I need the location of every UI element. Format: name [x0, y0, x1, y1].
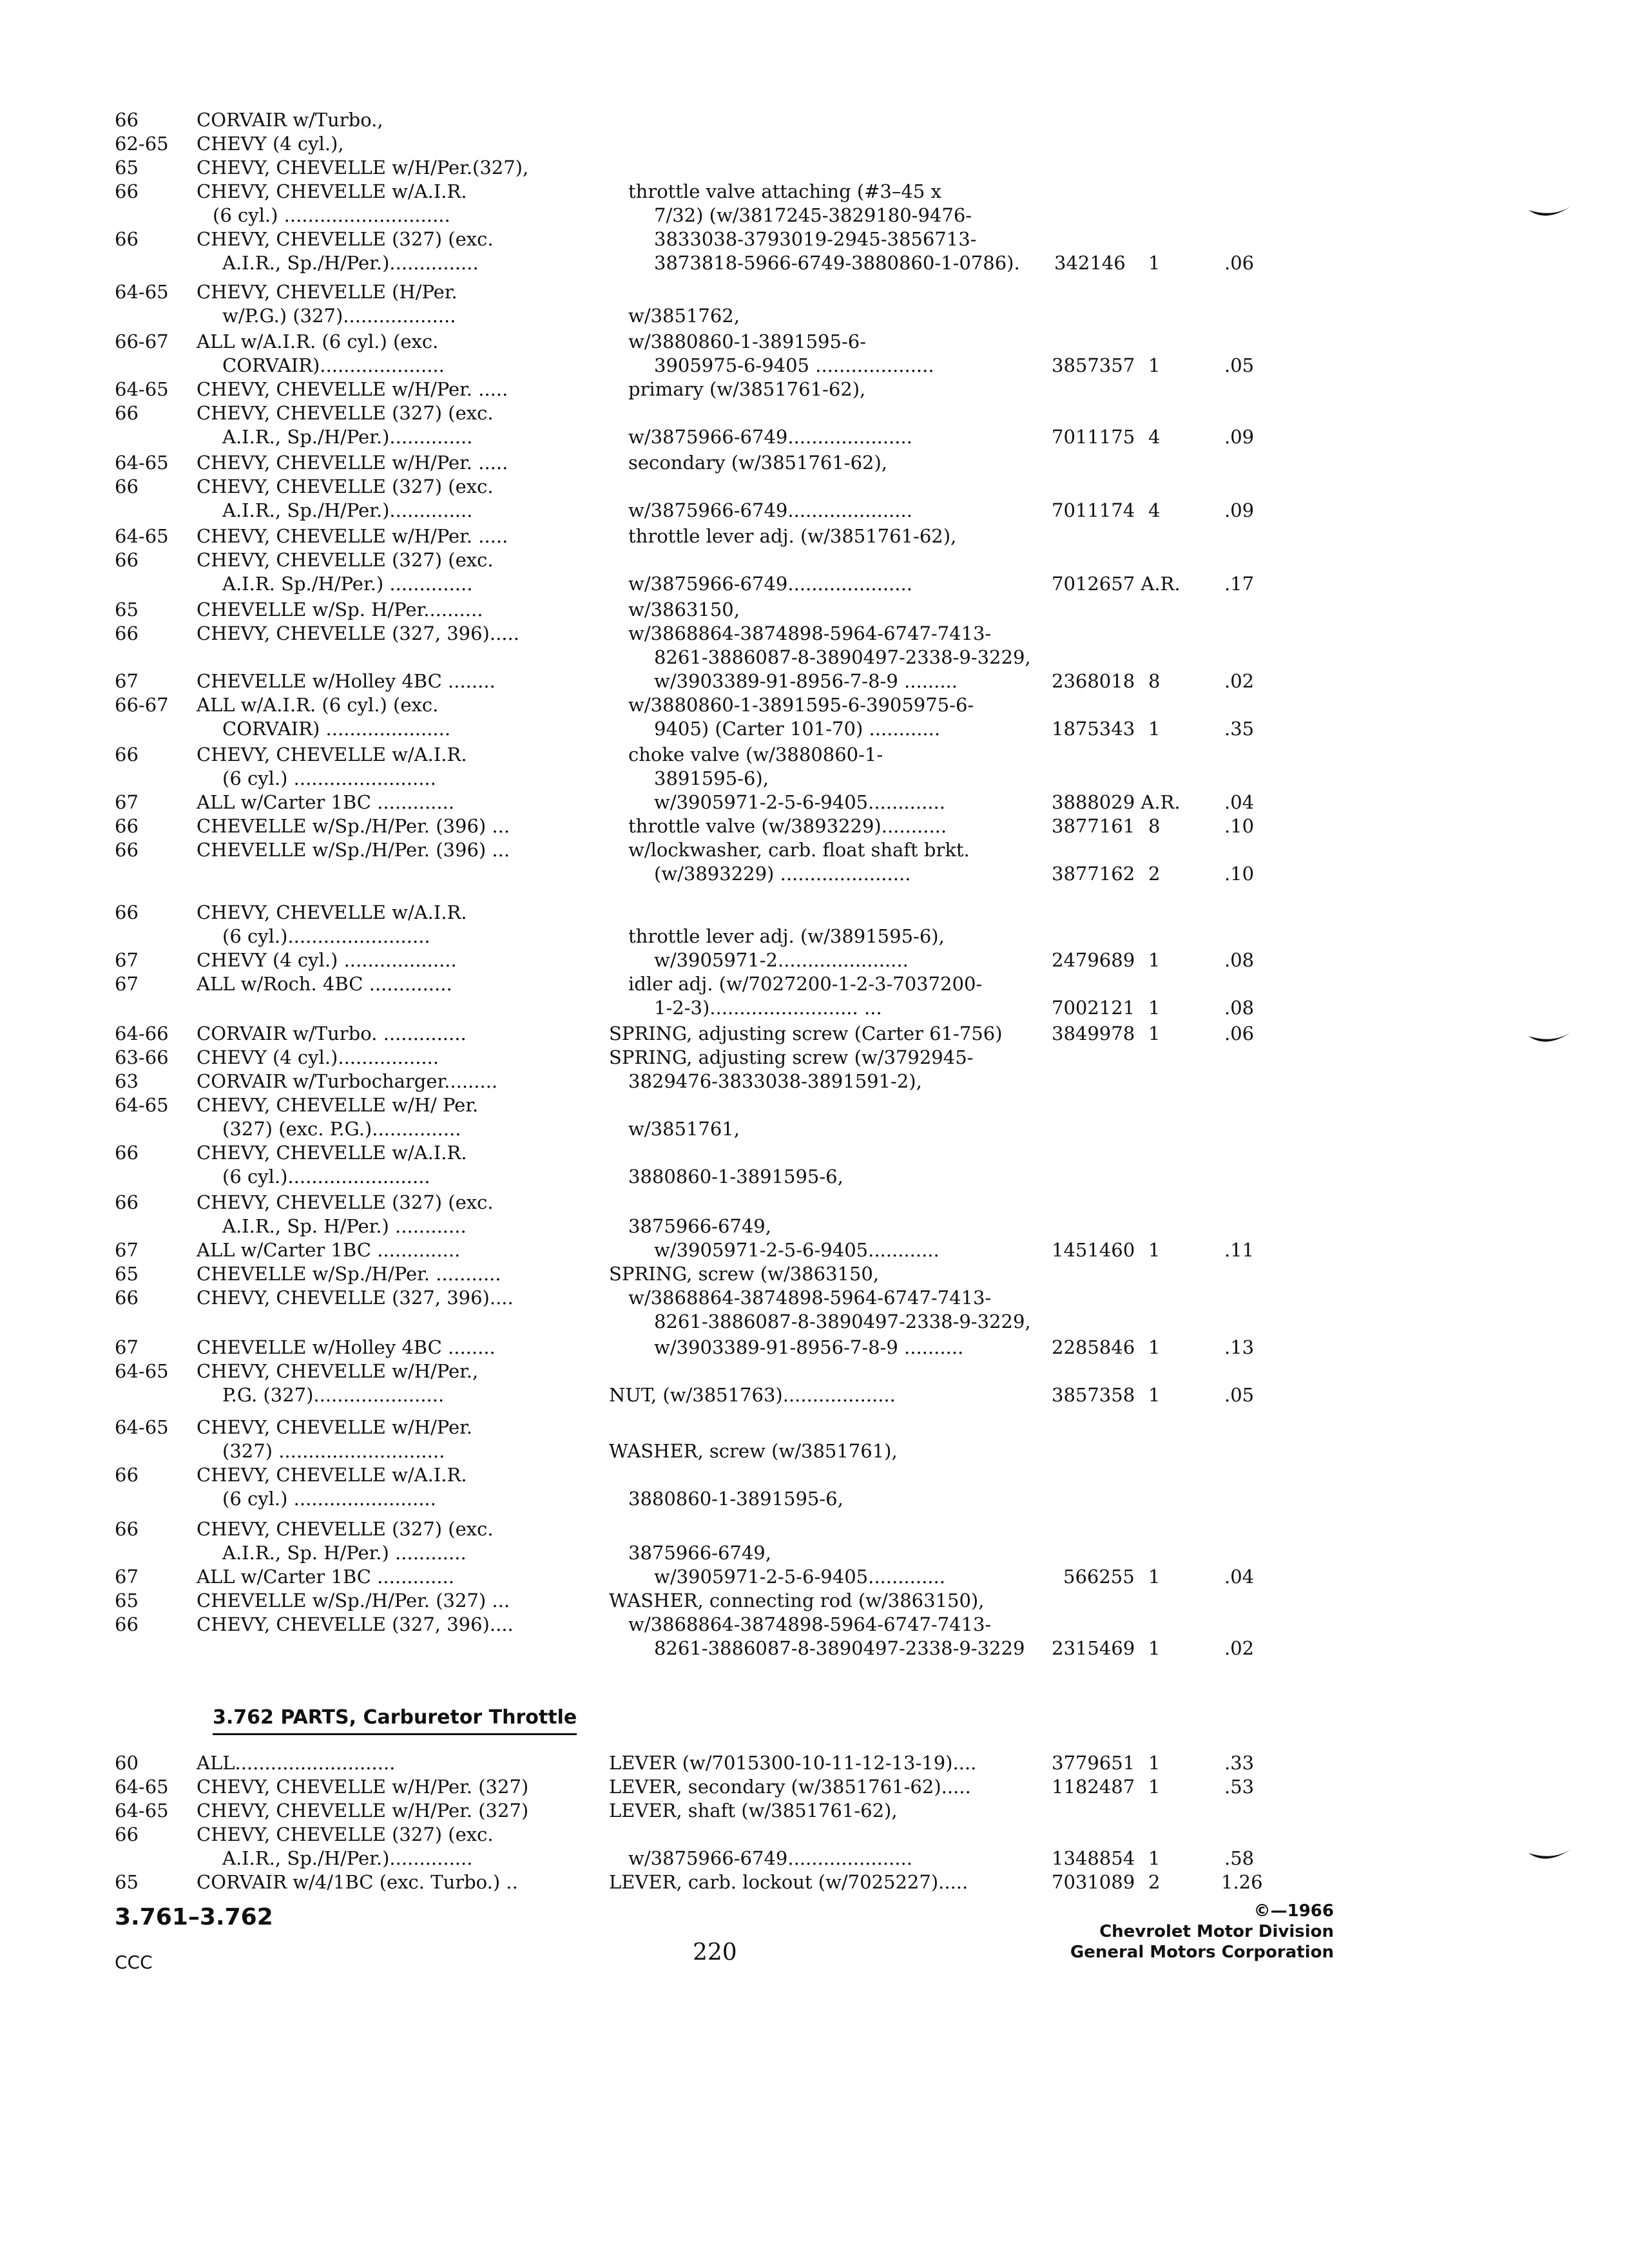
catalog-text: 66-67 — [115, 694, 169, 716]
catalog-text: SPRING, adjusting screw (Carter 61-756) — [609, 1023, 1003, 1044]
catalog-text: throttle valve (w/3893229)........... — [628, 815, 947, 837]
catalog-text: 67 — [115, 949, 139, 971]
catalog-text: 66 — [115, 815, 139, 837]
catalog-text: CHEVY, CHEVELLE (H/Per. — [197, 281, 458, 303]
catalog-text: CHEVELLE w/Holley 4BC ........ — [197, 670, 496, 692]
catalog-text: w/3875966-6749..................... — [628, 573, 912, 595]
catalog-text: 66 — [115, 402, 139, 424]
catalog-text: throttle lever adj. (w/3891595-6), — [628, 925, 945, 947]
catalog-text: 7012657 A.R. — [1052, 573, 1181, 595]
catalog-text: LEVER, secondary (w/3851761-62)..... — [609, 1776, 971, 1798]
catalog-text: w/3905971-2-5-6-9405............. — [654, 791, 945, 813]
catalog-text: idler adj. (w/7027200-1-2-3-7037200- — [628, 973, 983, 995]
catalog-text: 67 — [115, 670, 139, 692]
catalog-text: CHEVY, CHEVELLE w/A.I.R. — [197, 180, 467, 202]
catalog-text: 3875966-6749, — [628, 1215, 771, 1237]
catalog-text: (6 cyl.) ........................ — [222, 1488, 436, 1510]
catalog-text: CHEVY, CHEVELLE (327) (exc. — [197, 1518, 494, 1540]
catalog-text: LEVER, shaft (w/3851761-62), — [609, 1800, 898, 1821]
catalog-text: CHEVY, CHEVELLE (327, 396).... — [197, 1613, 514, 1635]
catalog-text: 64-66 — [115, 1023, 169, 1044]
catalog-text: 3880860-1-3891595-6, — [628, 1166, 843, 1187]
catalog-text: 67 — [115, 973, 139, 995]
catalog-text: (6 cyl.) ............................ — [213, 204, 450, 226]
catalog-text: 3880860-1-3891595-6, — [628, 1488, 843, 1510]
catalog-text: 63-66 — [115, 1046, 169, 1068]
catalog-text: 66 — [115, 1613, 139, 1635]
catalog-text: 2315469 — [1052, 1637, 1135, 1659]
catalog-text: 4 — [1148, 426, 1161, 448]
catalog-text: .02 — [1224, 1637, 1255, 1659]
catalog-text: CORVAIR w/Turbo. .............. — [197, 1023, 467, 1044]
catalog-text: .10 — [1224, 815, 1255, 837]
catalog-text: .09 — [1224, 499, 1255, 521]
catalog-text: choke valve (w/3880860-1- — [628, 744, 883, 765]
catalog-text: WASHER, screw (w/3851761), — [609, 1440, 898, 1462]
catalog-text: 66 — [115, 180, 139, 202]
catalog-text: 3875966-6749, — [628, 1542, 771, 1564]
catalog-text: 1-2-3)......................... ... — [654, 997, 882, 1019]
catalog-text: 66 — [115, 901, 139, 923]
catalog-text: (327) ............................ — [222, 1440, 445, 1462]
catalog-text: 1 — [1148, 1239, 1161, 1261]
catalog-text: .58 — [1224, 1847, 1255, 1869]
catalog-text: 65 — [115, 1263, 139, 1285]
catalog-text: CHEVY (4 cyl.), — [197, 133, 344, 155]
catalog-text: .04 — [1224, 791, 1255, 813]
catalog-text: 65 — [115, 1871, 139, 1893]
catalog-text: 66 — [115, 476, 139, 497]
catalog-text: w/3868864-3874898-5964-6747-7413- — [628, 1613, 992, 1635]
catalog-text: 64-65 — [115, 1800, 169, 1821]
catalog-text: 3905975-6-9405 .................... — [654, 354, 934, 376]
catalog-text: 66 — [115, 228, 139, 250]
catalog-text: 3829476-3833038-3891591-2), — [628, 1070, 922, 1092]
catalog-text: WASHER, connecting rod (w/3863150), — [609, 1590, 985, 1611]
catalog-text: 1451460 — [1052, 1239, 1135, 1261]
catalog-text: 3779651 — [1052, 1752, 1135, 1774]
catalog-text: CHEVY, CHEVELLE (327, 396).... — [197, 1287, 514, 1309]
catalog-text: primary (w/3851761-62), — [628, 378, 866, 400]
section-range: 3.761–3.762 — [115, 1904, 273, 1930]
catalog-text: CHEVELLE w/Sp./H/Per. (327) ... — [197, 1590, 510, 1611]
catalog-text: w/lockwasher, carb. float shaft brkt. — [628, 839, 970, 861]
division-name: Chevrolet Motor Division — [1099, 1922, 1334, 1941]
catalog-text: 65 — [115, 1590, 139, 1611]
catalog-text: .33 — [1224, 1752, 1255, 1774]
catalog-text: A.I.R. Sp./H/Per.) .............. — [222, 573, 473, 595]
catalog-text: 64-65 — [115, 1094, 169, 1116]
catalog-text: 64-65 — [115, 525, 169, 547]
catalog-text: .53 — [1224, 1776, 1255, 1798]
catalog-text: 3891595-6), — [654, 767, 769, 789]
catalog-text: CHEVY, CHEVELLE (327) (exc. — [197, 402, 494, 424]
catalog-text: throttle lever adj. (w/3851761-62), — [628, 525, 957, 547]
catalog-text: 3873818-5966-6749-3880860-1-0786). — [654, 252, 1020, 274]
catalog-text: CHEVY, CHEVELLE w/H/Per.(327), — [197, 157, 529, 178]
catalog-text: w/3903389-91-8956-7-8-9 ......... — [654, 670, 958, 692]
catalog-text: 1348854 — [1052, 1847, 1135, 1869]
catalog-text: 2368018 — [1052, 670, 1135, 692]
page-number: 220 — [693, 1939, 737, 1966]
catalog-text: 1 — [1148, 1023, 1161, 1044]
catalog-text: CORVAIR) ..................... — [222, 718, 451, 740]
catalog-text: CHEVY, CHEVELLE w/H/Per. ..... — [197, 452, 508, 474]
catalog-text: (6 cyl.)........................ — [222, 925, 430, 947]
catalog-text: 66 — [115, 744, 139, 765]
catalog-text: w/3863150, — [628, 599, 740, 620]
catalog-text: 1 — [1148, 997, 1161, 1019]
catalog-text: CHEVY, CHEVELLE w/A.I.R. — [197, 744, 467, 765]
catalog-text: 1 — [1148, 252, 1161, 274]
catalog-text: 8261-3886087-8-3890497-2338-9-3229, — [654, 646, 1031, 668]
catalog-text: A.I.R., Sp./H/Per.).............. — [222, 1847, 473, 1869]
catalog-text: 566255 — [1063, 1566, 1135, 1588]
catalog-text: w/3875966-6749..................... — [628, 1847, 912, 1869]
catalog-text: 64-65 — [115, 1360, 169, 1382]
catalog-text: CHEVY (4 cyl.) ................... — [197, 949, 457, 971]
catalog-code: CCC — [115, 1952, 153, 1973]
catalog-text: w/3868864-3874898-5964-6747-7413- — [628, 1287, 992, 1309]
catalog-text: 1 — [1148, 949, 1161, 971]
catalog-text: CORVAIR w/4/1BC (exc. Turbo.) .. — [197, 1871, 518, 1893]
catalog-text: w/3875966-6749..................... — [628, 426, 912, 448]
catalog-text: 7031089 — [1052, 1871, 1135, 1893]
catalog-text: 7/32) (w/3817245-3829180-9476- — [654, 204, 972, 226]
catalog-text: 66 — [115, 1191, 139, 1213]
catalog-text: 1 — [1148, 1637, 1161, 1659]
catalog-text: w/3905971-2...................... — [654, 949, 909, 971]
catalog-text: 8 — [1148, 670, 1161, 692]
catalog-text: ALL w/Carter 1BC .............. — [197, 1239, 461, 1261]
catalog-text: CHEVY, CHEVELLE w/H/Per. — [197, 1416, 473, 1438]
catalog-text: CHEVELLE w/Sp./H/Per. (396) ... — [197, 839, 510, 861]
catalog-text: 62-65 — [115, 133, 169, 155]
catalog-text: CHEVELLE w/Sp. H/Per.......... — [197, 599, 483, 620]
binding-mark — [1527, 1848, 1572, 1865]
catalog-text: A.I.R., Sp. H/Per.) ............ — [222, 1215, 467, 1237]
catalog-text: 66 — [115, 622, 139, 644]
catalog-text: NUT, (w/3851763)................... — [609, 1384, 896, 1406]
catalog-text: CORVAIR w/Turbo., — [197, 109, 383, 131]
catalog-text: w/3875966-6749..................... — [628, 499, 912, 521]
catalog-text: A.I.R., Sp./H/Per.).............. — [222, 499, 473, 521]
catalog-text: .05 — [1224, 354, 1255, 376]
catalog-text: w/3868864-3874898-5964-6747-7413- — [628, 622, 992, 644]
catalog-text: 66 — [115, 1287, 139, 1309]
catalog-text: 3857358 — [1052, 1384, 1135, 1406]
catalog-text: CORVAIR w/Turbocharger......... — [197, 1070, 498, 1092]
catalog-text: LEVER (w/7015300-10-11-12-13-19).... — [609, 1752, 977, 1774]
catalog-text: LEVER, carb. lockout (w/7025227)..... — [609, 1871, 969, 1893]
catalog-text: 66 — [115, 839, 139, 861]
catalog-text: ALL w/A.I.R. (6 cyl.) (exc. — [197, 331, 439, 352]
catalog-text: (6 cyl.)........................ — [222, 1166, 430, 1187]
catalog-text: 1875343 — [1052, 718, 1135, 740]
catalog-text: ALL w/Carter 1BC ............. — [197, 791, 455, 813]
catalog-text: 4 — [1148, 499, 1161, 521]
catalog-text: 7011174 — [1052, 499, 1135, 521]
catalog-text: CHEVELLE w/Sp./H/Per. (396) ... — [197, 815, 510, 837]
catalog-text: ALL w/A.I.R. (6 cyl.) (exc. — [197, 694, 439, 716]
catalog-text: 2285846 — [1052, 1336, 1135, 1358]
catalog-text: .11 — [1224, 1239, 1255, 1261]
catalog-text: w/P.G.) (327)................... — [222, 305, 456, 327]
catalog-text: 64-65 — [115, 378, 169, 400]
catalog-text: 1 — [1148, 354, 1161, 376]
catalog-text: 1 — [1148, 1776, 1161, 1798]
catalog-text: 342146 — [1054, 252, 1126, 274]
catalog-text: CHEVELLE w/Sp./H/Per. ........... — [197, 1263, 501, 1285]
catalog-text: 1 — [1148, 1566, 1161, 1588]
binding-mark — [1527, 1031, 1572, 1048]
catalog-text: 65 — [115, 157, 139, 178]
catalog-text: A.I.R., Sp./H/Per.)............... — [222, 252, 479, 274]
catalog-text: SPRING, screw (w/3863150, — [609, 1263, 880, 1285]
catalog-text: CHEVY (4 cyl.)................. — [197, 1046, 439, 1068]
catalog-text: w/3880860-1-3891595-6- — [628, 331, 866, 352]
catalog-text: CHEVY, CHEVELLE (327) (exc. — [197, 1191, 494, 1213]
catalog-text: w/3851761, — [628, 1118, 740, 1140]
catalog-text: .02 — [1224, 670, 1255, 692]
catalog-text: throttle valve attaching (#3–45 x — [628, 180, 941, 202]
catalog-text: .05 — [1224, 1384, 1255, 1406]
catalog-text: CHEVY, CHEVELLE w/H/Per. (327) — [197, 1776, 529, 1798]
catalog-text: CHEVY, CHEVELLE w/A.I.R. — [197, 901, 467, 923]
catalog-text: 3833038-3793019-2945-3856713- — [654, 228, 977, 250]
catalog-text: (327) (exc. P.G.)............... — [222, 1118, 461, 1140]
catalog-text: 8261-3886087-8-3890497-2338-9-3229, — [654, 1311, 1031, 1332]
catalog-text: 66-67 — [115, 331, 169, 352]
catalog-text: 3888029 A.R. — [1052, 791, 1181, 813]
catalog-text: 65 — [115, 599, 139, 620]
catalog-text: CHEVELLE w/Holley 4BC ........ — [197, 1336, 496, 1358]
corporation-name: General Motors Corporation — [1070, 1943, 1334, 1962]
catalog-text: 67 — [115, 1239, 139, 1261]
catalog-text: 66 — [115, 549, 139, 571]
catalog-text: CHEVY, CHEVELLE (327) (exc. — [197, 1823, 494, 1845]
catalog-text: ALL........................... — [197, 1752, 396, 1774]
catalog-text: w/3905971-2-5-6-9405............ — [654, 1239, 940, 1261]
catalog-text: CHEVY, CHEVELLE (327, 396)..... — [197, 622, 519, 644]
catalog-text: 3877162 — [1052, 863, 1135, 885]
catalog-text: 2 — [1148, 863, 1161, 885]
catalog-text: (w/3893229) ...................... — [654, 863, 911, 885]
catalog-text: 66 — [115, 1464, 139, 1486]
catalog-text: 67 — [115, 1566, 139, 1588]
catalog-text: w/3880860-1-3891595-6-3905975-6- — [628, 694, 974, 716]
catalog-text: 1 — [1148, 1847, 1161, 1869]
catalog-text: 66 — [115, 1823, 139, 1845]
catalog-text: .04 — [1224, 1566, 1255, 1588]
catalog-text: 66 — [115, 1142, 139, 1164]
catalog-text: SPRING, adjusting screw (w/3792945- — [609, 1046, 974, 1068]
catalog-text: 64-65 — [115, 1416, 169, 1438]
catalog-text: CORVAIR)..................... — [222, 354, 445, 376]
catalog-text: 66 — [115, 109, 139, 131]
catalog-text: 64-65 — [115, 452, 169, 474]
catalog-text: .17 — [1224, 573, 1255, 595]
catalog-text: A.I.R., Sp. H/Per.) ............ — [222, 1542, 467, 1564]
catalog-text: CHEVY, CHEVELLE (327) (exc. — [197, 476, 494, 497]
catalog-text: 1 — [1148, 1384, 1161, 1406]
catalog-text: .35 — [1224, 718, 1255, 740]
catalog-text: 2479689 — [1052, 949, 1135, 971]
catalog-text: CHEVY, CHEVELLE (327) (exc. — [197, 549, 494, 571]
catalog-text: w/3903389-91-8956-7-8-9 .......... — [654, 1336, 964, 1358]
catalog-text: 60 — [115, 1752, 139, 1774]
catalog-text: P.G. (327)...................... — [222, 1384, 445, 1406]
catalog-text: .13 — [1224, 1336, 1255, 1358]
catalog-text: 1 — [1148, 1336, 1161, 1358]
catalog-text: .06 — [1224, 1023, 1255, 1044]
catalog-text: 1182487 — [1052, 1776, 1135, 1798]
catalog-text: 3877161 — [1052, 815, 1135, 837]
catalog-text: 64-65 — [115, 1776, 169, 1798]
catalog-text: CHEVY, CHEVELLE w/H/Per., — [197, 1360, 479, 1382]
catalog-text: 9405) (Carter 101-70) ............ — [654, 718, 941, 740]
catalog-text: 1.26 — [1221, 1871, 1263, 1893]
catalog-text: CHEVY, CHEVELLE (327) (exc. — [197, 228, 494, 250]
catalog-text: .10 — [1224, 863, 1255, 885]
catalog-text: CHEVY, CHEVELLE w/H/Per. ..... — [197, 525, 508, 547]
catalog-text: 1 — [1148, 718, 1161, 740]
catalog-text: 8 — [1148, 815, 1161, 837]
catalog-text: .06 — [1224, 252, 1255, 274]
catalog-text: CHEVY, CHEVELLE w/A.I.R. — [197, 1464, 467, 1486]
catalog-text: CHEVY, CHEVELLE w/H/Per. ..... — [197, 378, 508, 400]
catalog-text: (6 cyl.) ........................ — [222, 767, 436, 789]
catalog-text: .08 — [1224, 997, 1255, 1019]
catalog-text: w/3905971-2-5-6-9405............. — [654, 1566, 945, 1588]
catalog-text: A.I.R., Sp./H/Per.).............. — [222, 426, 473, 448]
catalog-text: 3857357 — [1052, 354, 1135, 376]
catalog-text: 63 — [115, 1070, 139, 1092]
catalog-text: CHEVY, CHEVELLE w/H/Per. (327) — [197, 1800, 529, 1821]
catalog-text: 8261-3886087-8-3890497-2338-9-3229 — [654, 1637, 1025, 1659]
section-heading: 3.762 PARTS, Carburetor Throttle — [213, 1706, 577, 1735]
catalog-text: .09 — [1224, 426, 1255, 448]
catalog-text: 3849978 — [1052, 1023, 1135, 1044]
catalog-text: .08 — [1224, 949, 1255, 971]
catalog-text: CHEVY, CHEVELLE w/A.I.R. — [197, 1142, 467, 1164]
copyright: ©—1966 — [1253, 1901, 1334, 1921]
catalog-text: 2 — [1148, 1871, 1161, 1893]
catalog-text: w/3851762, — [628, 305, 740, 327]
catalog-text: ALL w/Roch. 4BC .............. — [197, 973, 452, 995]
catalog-text: secondary (w/3851761-62), — [628, 452, 888, 474]
catalog-text: 7002121 — [1052, 997, 1135, 1019]
catalog-text: 64-65 — [115, 281, 169, 303]
catalog-text: 7011175 — [1052, 426, 1135, 448]
catalog-text: CHEVY, CHEVELLE w/H/ Per. — [197, 1094, 479, 1116]
catalog-text: 1 — [1148, 1752, 1161, 1774]
catalog-text: ALL w/Carter 1BC ............. — [197, 1566, 455, 1588]
catalog-text: 66 — [115, 1518, 139, 1540]
binding-mark — [1527, 205, 1572, 222]
catalog-text: 67 — [115, 791, 139, 813]
catalog-text: 67 — [115, 1336, 139, 1358]
